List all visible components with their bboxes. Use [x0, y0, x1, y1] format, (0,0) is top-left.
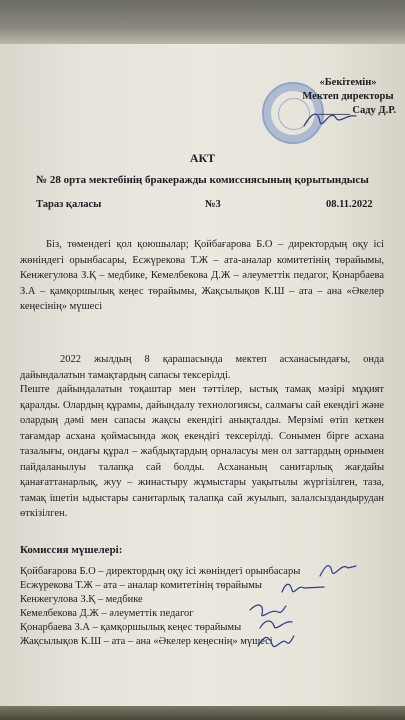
commission-member: Кенжегулова З.Қ – медбике — [20, 594, 143, 605]
inspection-paragraph: 2022 жылдың 8 қарашасында мектеп асханасындағы, онда дайындалатын тамақтардың сапасы тексерілді. — [20, 354, 384, 381]
act-number: №3 — [205, 199, 221, 210]
approval-name-text: Саду Д.Р. — [352, 105, 396, 116]
member-signature — [256, 632, 296, 654]
commission-heading: Комиссия мүшелері: — [20, 544, 123, 556]
member-signature — [280, 578, 326, 598]
commission-member: Қойбағарова Б.О – директордың оқу ісі жөніндегі орынбасары — [20, 566, 301, 577]
intro-paragraph: Біз, төмендегі қол қоюшылар; Қойбағарова Б.О – директордың оқу ісі жөніндегі орынбасары, Есжүрекова Т.Ж – ата-аналар комитетінің төрайымы, Кенжегулова З.Қ – медбике, Кемелбекова Д.Ж – әлеуметтік педагог, Қонарбаева З.А – қамқоршылық кеңес төрайымы, Жақсылықов К.Ш – ата – ана «Әкелер кеңесінің» мүшесі — [20, 239, 384, 312]
commission-member: Қонарбаева З.А – қамқоршылық кеңес төрайымы — [20, 622, 242, 633]
approval-label: «Бекітемін» — [319, 77, 377, 88]
member-signature — [318, 560, 358, 580]
approval-role: Мектеп директоры — [302, 91, 394, 102]
act-city: Тараз қаласы — [36, 199, 102, 210]
act-title: АКТ — [189, 151, 216, 165]
findings-paragraph: Пеште дайындалатын тоқаштар мен тәттілер, ыстық тамақ мәзірі мұқият қаралды. Олардың құрамы, дайындалу технологиясы, салмағы сай екендігі және олардың дәмі мен сапасы жақсы екендігі анықталды. Мерзімі өтіп кеткен тағамдар асхана қоймасында жоқ екендігі тексерілді. Сонымен бірге асхана тазалығы, ондағы құрал – жабдықтардың орналасуы мен ол заттардың орнымен пайдаланылуы талапқа сай болды. Асхананың санитарлық жағдайы қанағаттанарлық, жуу – жинастыру жұмыстары уақытылы жүргізілген, таза, тамақ ішетін ыдыстары санитарлық талапқа сай жуылып, залалсыздандырудан өткізілген. — [20, 384, 384, 519]
act-date: 08.11.2022 — [326, 199, 373, 210]
approval-block — [296, 76, 400, 118]
commission-member: Кемелбекова Д.Ж – әлеуметтік педагог — [20, 608, 194, 619]
approval-name: ______ Саду Д.Р. — [318, 105, 396, 116]
commission-member: Есжүрекова Т.Ж – ата – аналар комитетінің төрайымы — [20, 580, 262, 591]
commission-member: Жақсылықов К.Ш – ата – ана «Әкелер кеңеснің» мүшесі — [20, 636, 273, 647]
act-subtitle: № 28 орта мектебінің бракеражды комиссиясының қорытындысы — [36, 174, 369, 186]
